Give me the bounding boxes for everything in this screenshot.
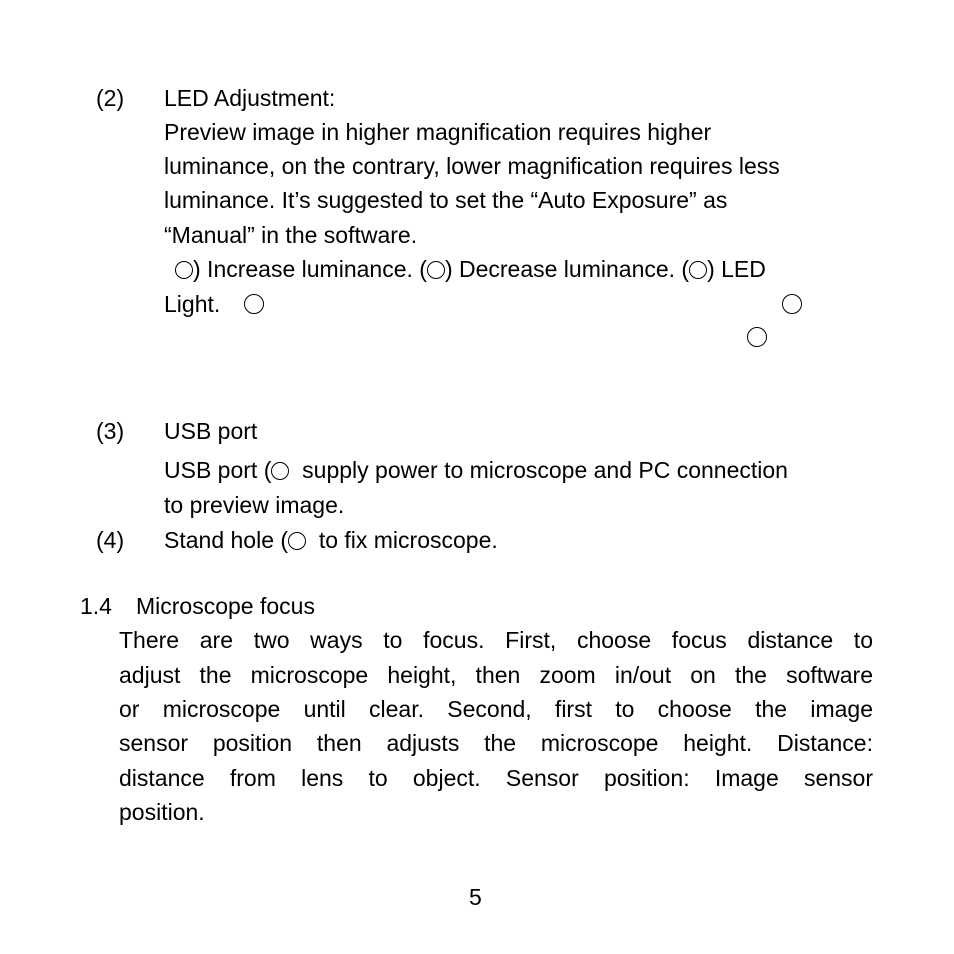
paragraph-line-2: adjust the microscope height, then zoom in/out on the software — [119, 662, 873, 688]
usb-port-text: USB port ( — [164, 457, 272, 483]
section-2-line-4: “Manual” in the software. — [164, 222, 418, 248]
circle-marker-icon — [782, 294, 802, 314]
page-number: 5 — [469, 884, 482, 910]
circle-marker-icon — [244, 294, 264, 314]
paragraph-line-1: There are two ways to focus. First, choose focus distance to — [119, 627, 873, 653]
paragraph-line-6: position. — [119, 799, 205, 825]
decrease-luminance-text: ) Decrease luminance. ( — [444, 256, 690, 282]
section-3-line-2: to preview image. — [164, 492, 345, 518]
section-4-number: (4) — [96, 527, 125, 553]
section-2-line-6 — [164, 293, 220, 316]
led-text: ) LED — [707, 256, 766, 282]
circle-marker-icon — [427, 261, 445, 279]
paragraph-line-4: sensor position then adjusts the microscope height. Distance: — [119, 730, 873, 756]
paragraph-line-5: distance from lens to object. Sensor position: Image sensor — [119, 765, 873, 791]
circle-marker-icon — [271, 462, 289, 480]
section-2-title: LED Adjustment: — [164, 85, 336, 111]
stand-hole-text: Stand hole ( — [164, 527, 289, 553]
section-2-line-2: luminance, on the contrary, lower magnification requires less — [164, 153, 780, 179]
section-1-4-number: 1.4 — [80, 593, 112, 619]
section-3-title: USB port — [164, 418, 258, 444]
section-3-number: (3) — [96, 418, 125, 444]
circle-marker-icon — [747, 327, 767, 347]
section-1-4-title: Microscope focus — [136, 593, 315, 619]
circle-marker-icon — [689, 261, 707, 279]
section-2-line-1: Preview image in higher magnification requires higher — [164, 119, 712, 145]
paragraph-line-3: or microscope until clear. Second, first to choose the image — [119, 696, 873, 722]
section-3-line-1 — [164, 459, 788, 482]
increase-luminance-text: ) Increase luminance. ( — [193, 256, 427, 282]
circle-marker-icon — [175, 261, 193, 279]
section-2-number: (2) — [96, 85, 125, 111]
light-text: Light. — [164, 291, 221, 317]
section-4-text — [164, 529, 498, 552]
usb-port-desc: supply power to microscope and PC connection — [302, 457, 788, 483]
section-2-line-5 — [175, 258, 766, 281]
circle-marker-icon — [288, 532, 306, 550]
section-2-line-3: luminance. It’s suggested to set the “Auto Exposure” as — [164, 187, 728, 213]
stand-hole-desc: to fix microscope. — [318, 527, 498, 553]
